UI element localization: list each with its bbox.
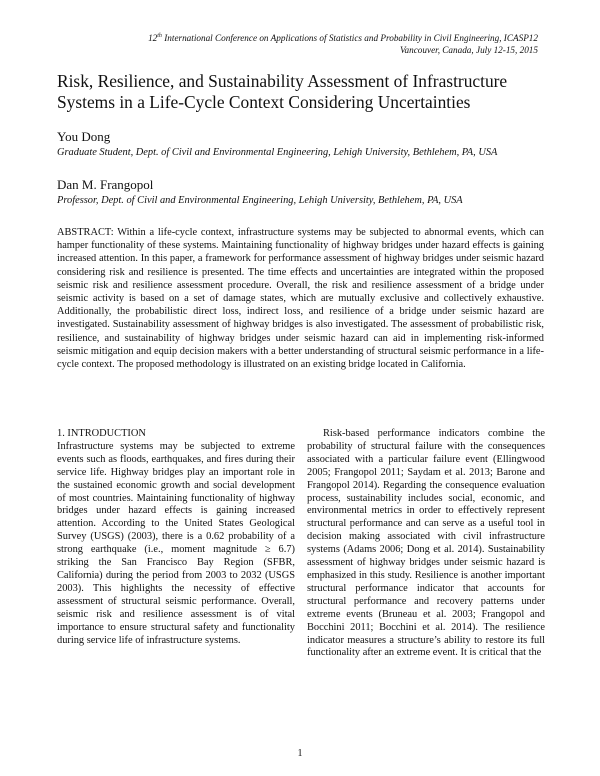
author-affiliation: Professor, Dept. of Civil and Environmental Engineering, Lehigh University, Bethlehem, PA, USA — [57, 195, 463, 206]
abstract: ABSTRACT: Within a life-cycle context, infrastructure systems may be subjected to abnormal events, which can hamper functionality of these systems. Maintaining functionality of highway bridges under hazard effects is gaining increased attention. In this paper, a framework for performance assessment of highway bridges under seismic hazard considering risk and resilience is presented. The time effects and uncertainties are integrated within the proposed seismic risk and resilience assessment procedure. Overall, the risk and resilience assessment of a bridge under seismic activity is based on a set of damage states, which are mutually exclusive and collectively exhaustive. Additionally, the probabilistic direct loss, indirect loss, and resilience of a bridge under seismic hazard are investigated. Sustainability assessment of highway bridges is also investigated. The assessment of probabilistic risk, resilience, and sustainability of highway bridges under seismic hazard can aid in implementing risk-informed seismic mitigation and equip decision makers with a better understanding of structural seismic performance in a life-cycle context. The proposed methodology is illustrated on an existing bridge located in California. — [57, 227, 544, 371]
author-name: Dan M. Frangopol — [57, 177, 154, 192]
paper-title: Risk, Resilience, and Sustainability Assessment of Infrastructure Systems in a Life-Cycle Context Considering Uncertainties — [57, 71, 508, 112]
author-name: You Dong — [57, 129, 111, 144]
body-paragraph: Risk-based performance indicators combine the probability of structural failure with the consequences associated with a particular failure event (Ellingwood 2005; Frangopol 2011; Saydam et al. 2013; Barone and Frangopol 2014). Regarding the consequence evaluation process, sustainability includes social, economic, and environmental metrics in order to effectively represent structural performance and can serve as a useful tool in decision making associated with civil infrastructure systems (Adams 2006; Dong et al. 2014). Sustainability assessment of highway bridges under seismic hazard is emphasized in this study. Resilience is another important structural performance indicator that accounts for structural performance and recovery patterns under extreme events (Bruneau et al. 2003; Frangopol and Bocchini 2011; Bocchini et al. 2014). The resilience indicator measures a structure’s ability to restore its full functionality after an extreme event. It is critical that the — [307, 428, 545, 659]
page-number: 1 — [297, 748, 303, 759]
section-heading: 1. INTRODUCTION — [57, 428, 146, 439]
author-affiliation: Graduate Student, Dept. of Civil and Environmental Engineering, Lehigh University, Bethlehem, PA, USA — [57, 147, 498, 158]
conference-line: 12th International Conference on Applications of Statistics and Probability in Civil Engineering, ICASP12 — [148, 33, 538, 44]
body-paragraph: Infrastructure systems may be subjected to extreme events such as floods, earthquakes, and fires during their service life. Highway bridges play an important role in the sustained economic growth and social development of most countries. Maintaining functionality of highway bridges under hazard effects is gaining increased attention. According to the United States Geological Survey (USGS) (2003), there is a 0.62 probability of a strong earthquake (i.e., moment magnitude ≥ 6.7) striking the San Francisco Bay Region (SFBR, California) during the period from 2003 to 2032 (USGS 2003). This highlights the necessity of effective assessment of structural seismic performance. Overall, seismic risk and resilience assessment is of vital importance to ensure structural safety and functionality during service life of infrastructure systems. — [57, 440, 295, 646]
conference-location: Vancouver, Canada, July 12-15, 2015 — [399, 45, 538, 56]
left-column — [57, 428, 295, 647]
right-column — [307, 428, 545, 660]
conference-header — [148, 30, 538, 56]
